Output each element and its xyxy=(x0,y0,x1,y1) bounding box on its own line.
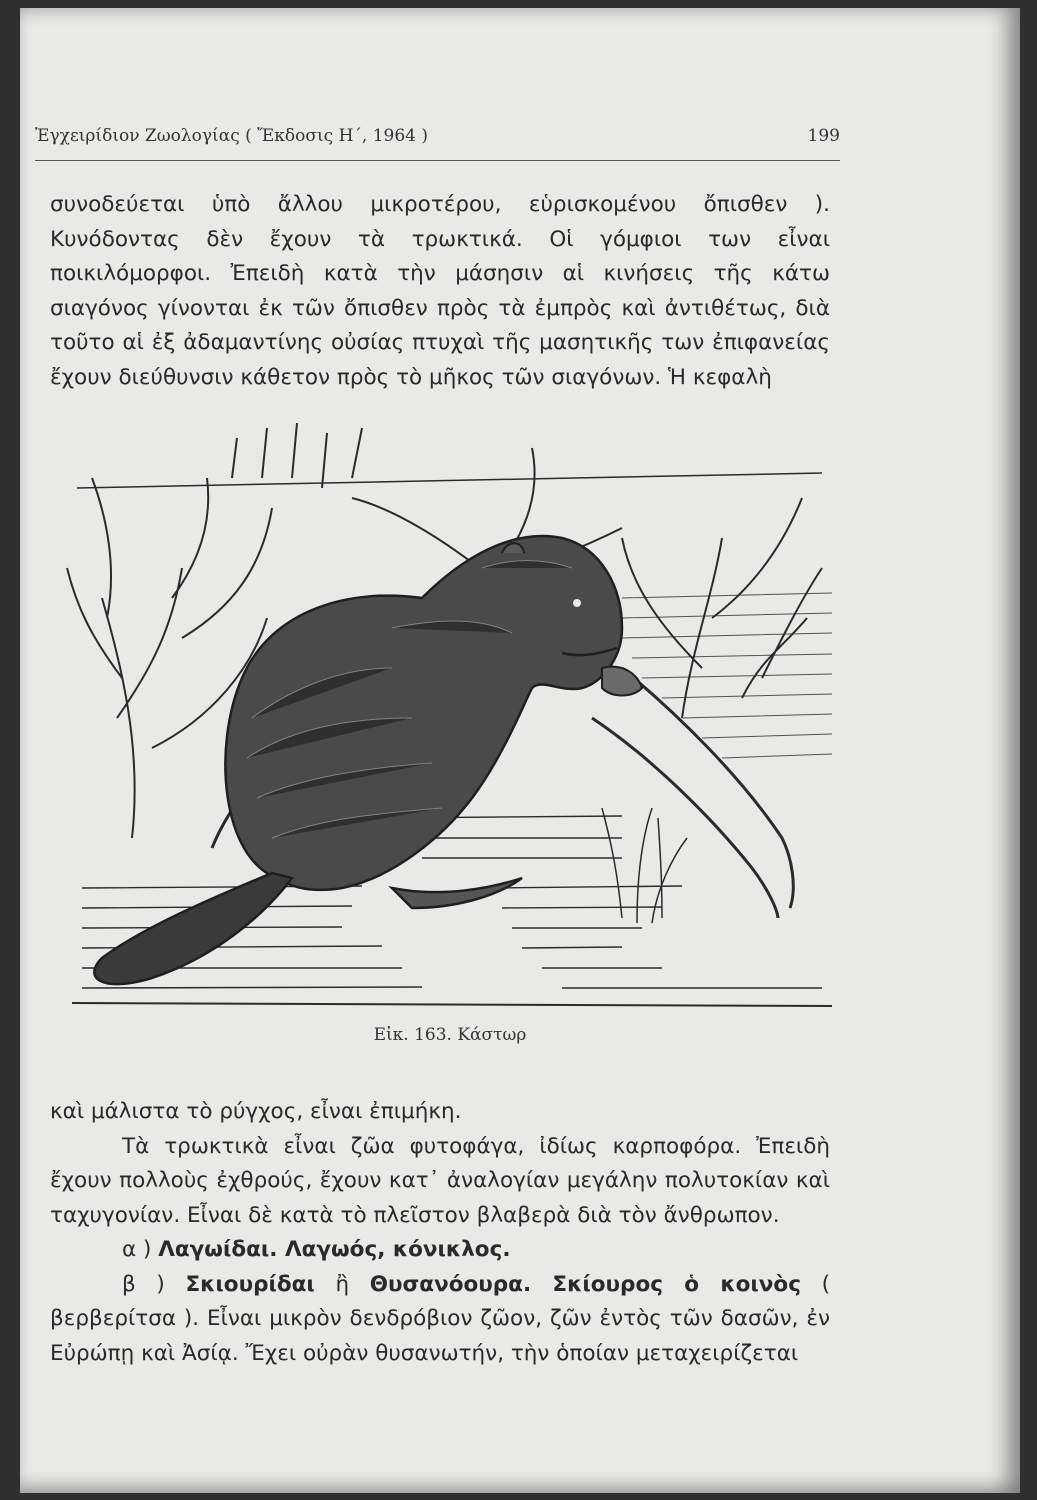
item-b-heading: Θυσανόουρα. Σκίουρος ὁ κοινὸς xyxy=(369,1271,801,1297)
paragraph-rodent-diet: Τὰ τρωκτικὰ εἶναι ζῶα φυτοφάγα, ἰδίως καρποφόρα. Ἐπειδὴ ἔχουν πολλοὺς ἐχθρούς, ἔχουν κατ᾽ ἀναλογίαν μεγάλην πολυτοκίαν καὶ ταχυγονίαν. Εἶναι δὲ κατὰ τὸ πλεῖστον βλαβερὰ διὰ τὸν ἄνθρωπον. xyxy=(50,1133,830,1228)
list-item-b xyxy=(50,1268,830,1372)
top-text-block xyxy=(50,188,830,395)
item-b-marker: β ) xyxy=(122,1271,165,1297)
beaver-illustration xyxy=(62,418,842,1013)
top-paragraph: συνοδεύεται ὑπὸ ἄλλου μικροτέρου, εὑρισκομένου ὄπισθεν ). Κυνόδοντας δὲν ἔχουν τὰ τρωκτικά. Οἱ γόμφιοι των εἶναι ποικιλόμορφοι. Ἐπειδὴ κατὰ τὴν μάσησιν αἱ κινήσεις τῆς κάτω σιαγόνος γίνονται ἐκ τῶν ὄπισθεν πρὸς τὰ ἐμπρὸς καὶ ἀντιθέτως, διὰ τοῦτο αἱ ἐξ ἀδαμαντίνης οὐσίας πτυχαὶ τῆς μασητικῆς των ἐπιφανείας ἔχουν διεύθυνσιν κάθετον πρὸς τὸ μῆκος τῶν σιαγόνων. Ἡ κεφαλὴ xyxy=(50,192,830,390)
bottom-text-block xyxy=(50,1095,830,1371)
list-item-a xyxy=(50,1233,830,1268)
running-head xyxy=(35,126,840,146)
item-a-heading: Λαγωίδαι. Λαγωός, κόνικλος. xyxy=(158,1237,511,1262)
running-title: Ἐγχειρίδιον Ζωολογίας ( Ἔκδοσις Η΄, 1964 ) xyxy=(35,126,429,146)
page-number: 199 xyxy=(807,126,840,146)
item-b-text: ( βερβερίτσα ). Εἶναι μικρὸν δενδρόβιον ζῶον, ζῶν ἐντὸς τῶν δασῶν, ἐν Εὐρώπῃ καὶ Ἀσίᾳ. Ἔχει οὐρὰν θυσανωτήν, τὴν ὁποίαν μεταχειρίζεται xyxy=(50,1271,830,1366)
item-a-marker: α ) xyxy=(122,1237,152,1262)
header-rule xyxy=(35,160,840,161)
item-b-family: Σκιουρίδαι xyxy=(185,1271,315,1297)
figure-caption: Εἰκ. 163. Κάστωρ xyxy=(373,1025,527,1045)
book-page xyxy=(20,8,1020,1493)
continuation-line: καὶ μάλιστα τὸ ρύγχος, εἶναι ἐπιμήκη. xyxy=(50,1099,462,1124)
item-b-or: ἢ xyxy=(335,1271,350,1297)
